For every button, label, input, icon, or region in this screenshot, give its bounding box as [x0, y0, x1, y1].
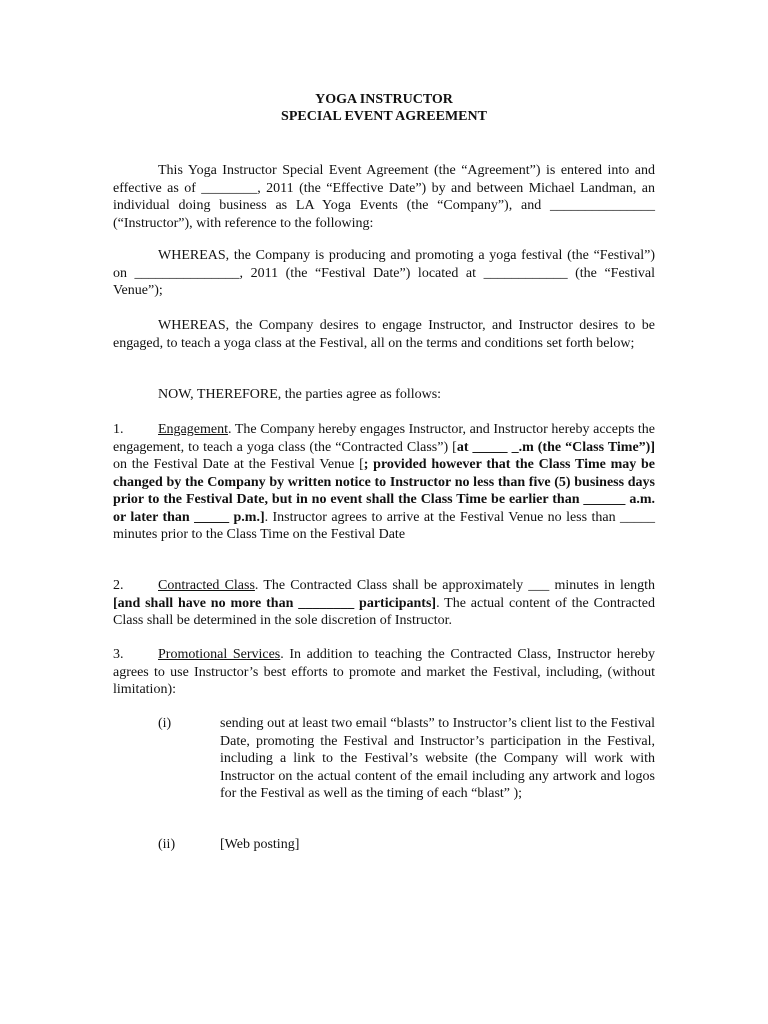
- whereas-engage-paragraph: WHEREAS, the Company desires to engage Instructor, and Instructor desires to be engaged, to teach a yoga class at the Festival, all on the terms and conditions set forth below;: [113, 318, 655, 351]
- section-bold-text: at _____ _.m (the “Class Time”)]: [456, 439, 655, 455]
- section-text: . The actual content of the Contracted Class shall be determined in the sole discretion of Instructor.: [113, 595, 655, 628]
- section-text: . Instructor agrees to arrive at the Festival Venue no less than _____ minutes prior to the Class Time on the Festival Date: [113, 509, 655, 542]
- section-bold-text: [and shall have no more than ________ participants]: [113, 595, 437, 611]
- list-item-number: (ii): [158, 837, 176, 852]
- section-heading: Engagement: [158, 422, 228, 437]
- section-text: . The Contracted Class shall be approximately ___ minutes in length: [254, 578, 655, 593]
- section-text: . The Company hereby engages Instructor, and Instructor hereby accepts the engagement, to teach a yoga class (the “Contracted Class”) [: [113, 422, 655, 455]
- section-promotional-services: [113, 646, 655, 699]
- section-heading: Contracted Class: [158, 578, 255, 593]
- list-item-text: sending out at least two email “blasts” to Instructor’s client list to the Festival Date, promoting the Festival and Instructor’s participation in the Festival, including a link to the Festival’s website (the Company will work with Instructor on the actual content of the email including any artwork and logos for the Festival as well as the timing of each “blast” );: [220, 716, 655, 801]
- title-line-1: YOGA INSTRUCTOR: [315, 92, 453, 107]
- now-therefore-paragraph: NOW, THEREFORE, the parties agree as follows:: [158, 387, 442, 402]
- section-heading: Promotional Services: [158, 647, 281, 662]
- section-number: 3.: [113, 647, 124, 662]
- section-bold-text: ; provided however that the Class Time may be changed by the Company by written notice to Instructor no less than five (5) business days prior to the Festival Date, but in no event shall the Class Time be earlier than ______ a.m. or later than _____ p.m.]: [113, 457, 655, 525]
- list-item-text: [Web posting]: [220, 837, 300, 852]
- section-number: 1.: [113, 422, 124, 437]
- document-title: [113, 91, 655, 125]
- whereas-festival-paragraph: WHEREAS, the Company is producing and promoting a yoga festival (the “Festival”) on _______________, 2011 (the “Festival Date”) located at ____________ (the “Festival Venue”);: [113, 248, 655, 298]
- section-engagement: [113, 421, 655, 544]
- list-item: [158, 715, 655, 803]
- section-text: . In addition to teaching the Contracted Class, Instructor hereby agrees to use Instructor’s best efforts to promote and market the Festival, including, (without limitation):: [113, 647, 655, 697]
- section-contracted-class: [113, 577, 655, 630]
- section-number: 2.: [113, 578, 124, 593]
- section-text: on the Festival Date at the Festival Venue [: [113, 457, 364, 472]
- title-line-2: SPECIAL EVENT AGREEMENT: [281, 109, 487, 124]
- intro-paragraph: This Yoga Instructor Special Event Agreement (the “Agreement”) is entered into and effective as of ________, 2011 (the “Effective Date”) by and between Michael Landman, an individual doing business as LA Yoga Events (the “Company”), and _______________ (“Instructor”), with reference to the following:: [113, 163, 655, 231]
- list-item-number: (i): [158, 716, 172, 731]
- list-item: [158, 836, 655, 854]
